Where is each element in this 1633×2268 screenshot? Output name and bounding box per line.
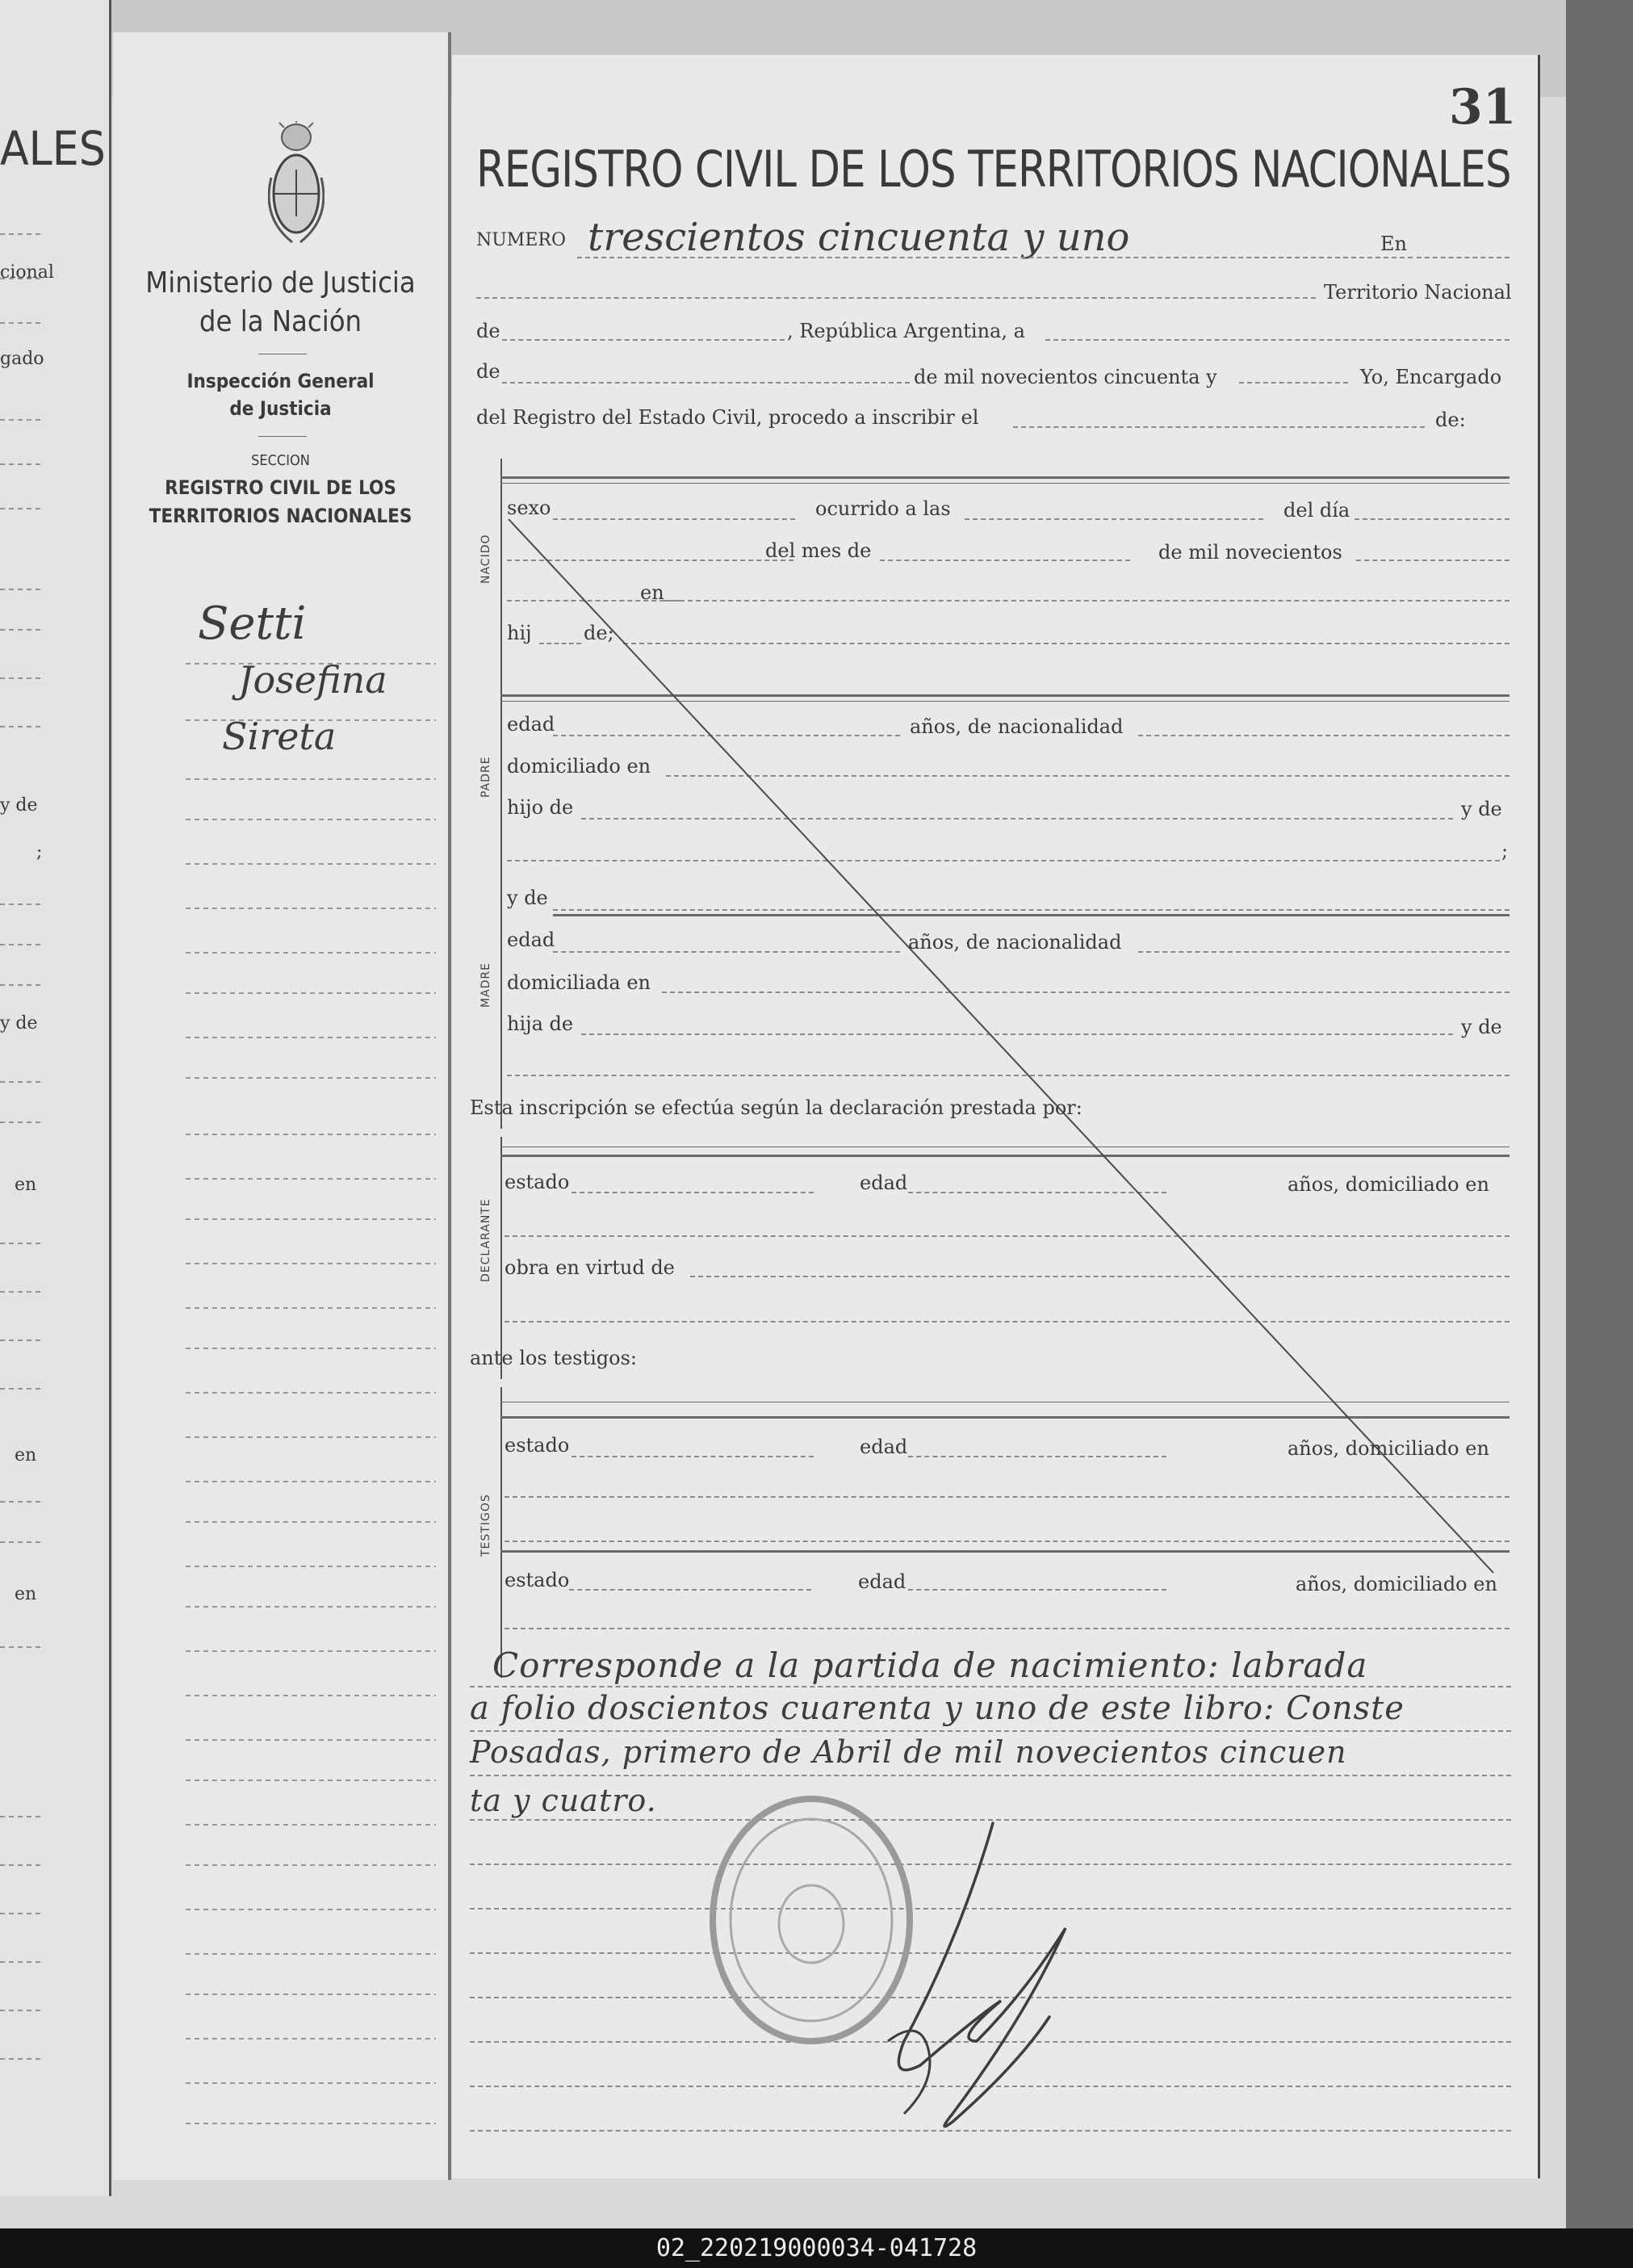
testigo2-estado-label: estado <box>505 1569 570 1591</box>
annotation-line3: Posadas, primero de Abril de mil novecientos cincuen <box>470 1734 1347 1770</box>
registry-form-page <box>452 55 1540 2178</box>
madre-edad-label: edad <box>507 929 555 951</box>
sexo-label: sexo <box>507 497 551 519</box>
handwritten-given-name: Josefina <box>238 658 387 702</box>
del-dia-label: del día <box>1283 499 1350 522</box>
section-line2: TERRITORIOS NACIONALES <box>149 505 412 527</box>
hij-label: hij <box>507 622 532 644</box>
madre-side-label: MADRE <box>479 962 492 1008</box>
annotation-line2: a folio doscientos cuarenta y uno de este libro: Conste <box>470 1690 1405 1727</box>
madre-hija-de-label: hija de <box>507 1012 574 1035</box>
testigo1-anos-label: años, domiciliado en <box>1288 1437 1489 1460</box>
padre-domiciliado-label: domiciliado en <box>507 755 651 778</box>
obra-label: obra en virtud de <box>505 1256 675 1279</box>
annotation-line4: ta y cuatro. <box>470 1783 657 1818</box>
de-label: de <box>476 320 500 342</box>
stub-column <box>113 32 451 2180</box>
annotation-line1: Corresponde a la partida de nacimiento: labrada <box>492 1645 1368 1685</box>
del-mes-label: del mes de <box>765 539 872 562</box>
section-line1: REGISTRO CIVIL DE LOS <box>165 476 396 499</box>
declarante-anos-label: años, domiciliado en <box>1288 1173 1489 1196</box>
padre-anos-label: años, de nacionalidad <box>910 715 1124 738</box>
prev-text-fragment: y de <box>0 1013 38 1033</box>
declarante-edad-label: edad <box>860 1172 908 1194</box>
padre-semicolon: ; <box>1501 840 1509 862</box>
ministry-line1: Ministerio de Justicia <box>145 266 416 300</box>
background-right <box>1566 0 1633 2228</box>
inspection-line1: Inspección General <box>186 370 375 392</box>
testigo2-edad-label: edad <box>858 1570 907 1593</box>
republica-label: , República Argentina, a <box>787 320 1025 342</box>
testigos-label: ante los testigos: <box>470 1347 638 1369</box>
handwritten-second-name: Sireta <box>222 715 337 758</box>
de-colon-label: de: <box>1435 409 1466 431</box>
prev-text-fragment: gado <box>0 349 44 369</box>
prev-text-fragment: en <box>15 1445 37 1465</box>
declarante-estado-label: estado <box>505 1171 570 1193</box>
stub-ruled-lines <box>113 32 448 2180</box>
mil-novecientos-nacido-label: de mil novecientos <box>1158 541 1342 564</box>
inspection-line2: de Justicia <box>229 397 332 420</box>
image-caption: 02_220219000034-041728 <box>0 2228 1633 2268</box>
nacido-side-label: NACIDO <box>479 534 492 584</box>
numero-value: trescientos cincuenta y uno <box>588 215 1130 260</box>
testigo2-anos-label: años, domiciliado en <box>1296 1573 1497 1595</box>
mil-novecientos-label: de mil novecientos cincuenta y <box>914 366 1217 388</box>
signature <box>856 1775 1082 2154</box>
en-label: En <box>1380 233 1407 255</box>
padre-side-label: PADRE <box>479 756 492 798</box>
padre-y-de-label: y de <box>1461 798 1502 820</box>
territorio-label: Territorio Nacional <box>1324 281 1512 304</box>
prev-title-fragment: ALES <box>0 121 106 176</box>
page-number: 31 <box>1449 79 1517 136</box>
testigos-side-label: TESTIGOS <box>479 1494 492 1557</box>
testigo1-estado-label: estado <box>505 1434 570 1457</box>
form-title: REGISTRO CIVIL DE LOS TERRITORIOS NACIONALES <box>476 140 1511 199</box>
padre-hijo-de-label: hijo de <box>507 796 574 819</box>
handwritten-surname: Setti <box>198 597 307 650</box>
declaracion-label: Esta inscripción se efectúa según la declaración prestada por: <box>470 1096 1082 1119</box>
prev-page-rules <box>0 0 109 2196</box>
declarante-side-label: DECLARANTE <box>479 1198 492 1282</box>
hij-de-label: de; <box>584 622 614 644</box>
prev-text-fragment: ; <box>36 842 43 862</box>
de-label-2: de <box>476 360 500 383</box>
madre-y-de-label: y de <box>507 887 548 909</box>
prev-text-fragment: cional <box>0 262 54 283</box>
padre-edad-label: edad <box>507 713 555 736</box>
en-nacido-label: en <box>640 581 664 604</box>
madre-domiciliada-label: domiciliada en <box>507 971 651 994</box>
yo-encargado-label: Yo, Encargado <box>1360 366 1502 388</box>
prev-text-fragment: y de <box>0 795 38 815</box>
ocurrido-label: ocurrido a las <box>815 497 951 520</box>
ministry-line2: de la Nación <box>199 305 362 338</box>
prev-text-fragment: en <box>15 1175 37 1195</box>
testigo1-edad-label: edad <box>860 1436 908 1458</box>
prev-text-fragment: en <box>15 1584 37 1604</box>
madre-anos-label: años, de nacionalidad <box>908 931 1122 954</box>
del-registro-label: del Registro del Estado Civil, procedo a inscribir el <box>476 406 979 429</box>
numero-label: NUMERO <box>476 230 566 250</box>
previous-page <box>0 0 111 2196</box>
madre-y-de2-label: y de <box>1461 1016 1502 1038</box>
section-label: SECCION <box>251 452 310 469</box>
